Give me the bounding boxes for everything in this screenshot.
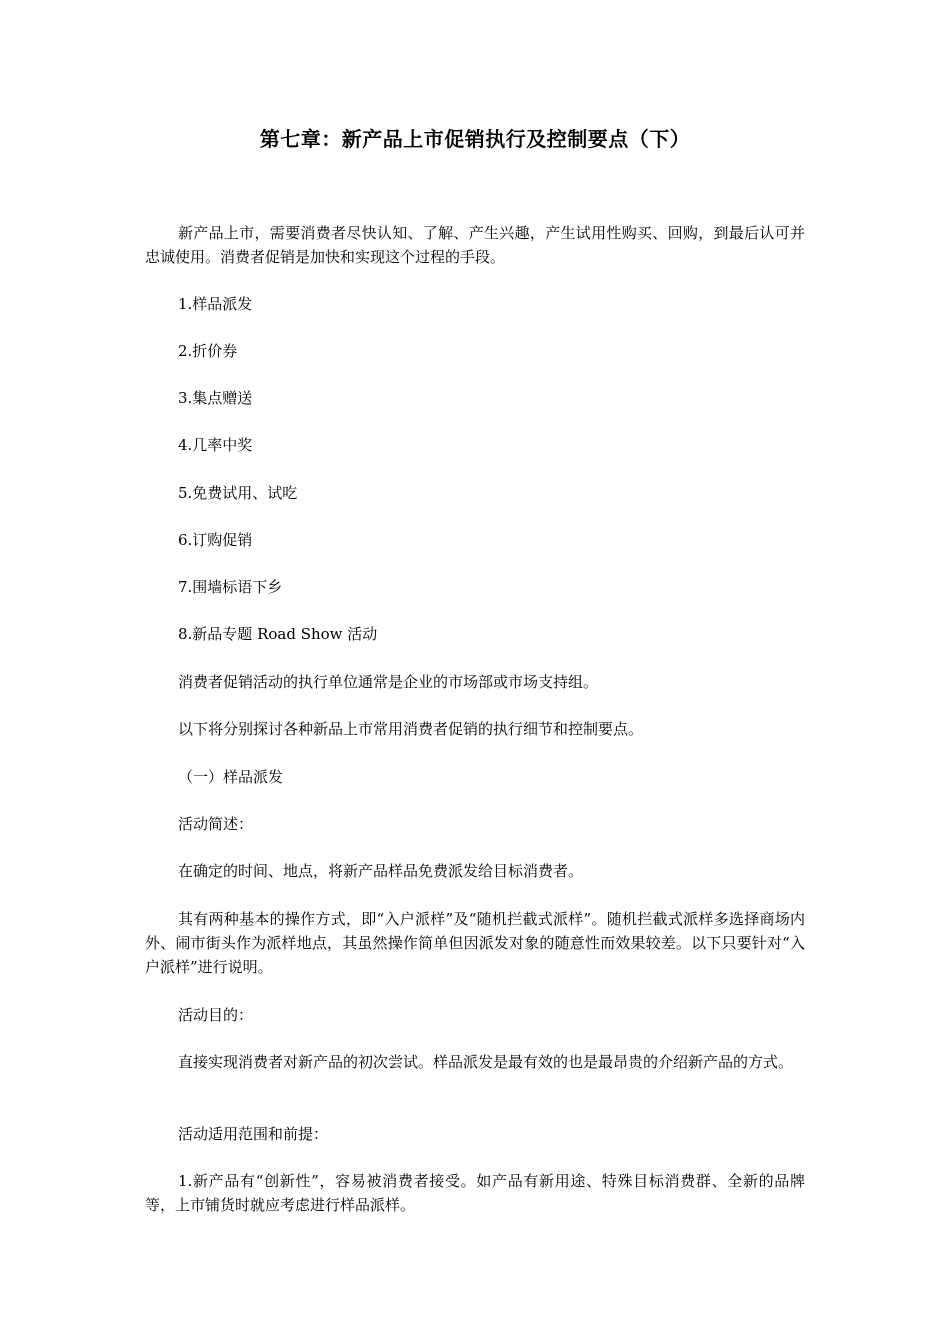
list-item-4: 4.几率中奖 — [178, 436, 253, 454]
scope-item-1: 1.新产品有“创新性”，容易被消费者接受。如产品有新用途、特殊目标消费群、全新的品牌等，上市铺货时就应考虑进行样品派样。 — [145, 1172, 805, 1214]
section-heading: （一）样品派发 — [178, 768, 284, 786]
brief-label: 活动简述： — [178, 815, 254, 833]
methods-paragraph: 其有两种基本的操作方式，即“入户派样”及“随机拦截式派样”。随机拦截式派样多选择商场内外、闹市街头作为派样地点，其虽然操作简单但因派发对象的随意性而效果较差。以下只要针对“入户派样”进行说明。 — [145, 910, 805, 976]
list-item-2: 2.折价券 — [178, 342, 238, 360]
list-item-5: 5.免费试用、试吃 — [178, 484, 298, 502]
document-title: 第七章：新产品上市促销执行及控制要点（下） — [259, 127, 691, 151]
list-item-3: 3.集点赠送 — [178, 389, 253, 407]
purpose-label: 活动目的： — [178, 1006, 254, 1024]
following-text: 以下将分别探讨各种新品上市常用消费者促销的执行细节和控制要点。 — [178, 720, 644, 738]
scope-label: 活动适用范围和前提： — [178, 1125, 329, 1143]
exec-unit-text: 消费者促销活动的执行单位通常是企业的市场部或市场支持组。 — [178, 673, 599, 691]
intro-paragraph: 新产品上市，需要消费者尽快认知、了解、产生兴趣，产生试用性购买、回购，到最后认可并忠诚使用。消费者促销是加快和实现这个过程的手段。 — [145, 224, 805, 266]
list-item-7: 7.围墙标语下乡 — [178, 578, 283, 596]
list-item-6: 6.订购促销 — [178, 531, 253, 549]
brief-text: 在确定的时间、地点，将新产品样品免费派发给目标消费者。 — [178, 862, 584, 880]
purpose-paragraph: 直接实现消费者对新产品的初次尝试。样品派发是最有效的也是最昂贵的介绍新产品的方式。 — [178, 1053, 794, 1071]
list-item-8: 8.新品专题 Road Show 活动 — [178, 625, 378, 643]
list-item-1: 1.样品派发 — [178, 295, 253, 313]
